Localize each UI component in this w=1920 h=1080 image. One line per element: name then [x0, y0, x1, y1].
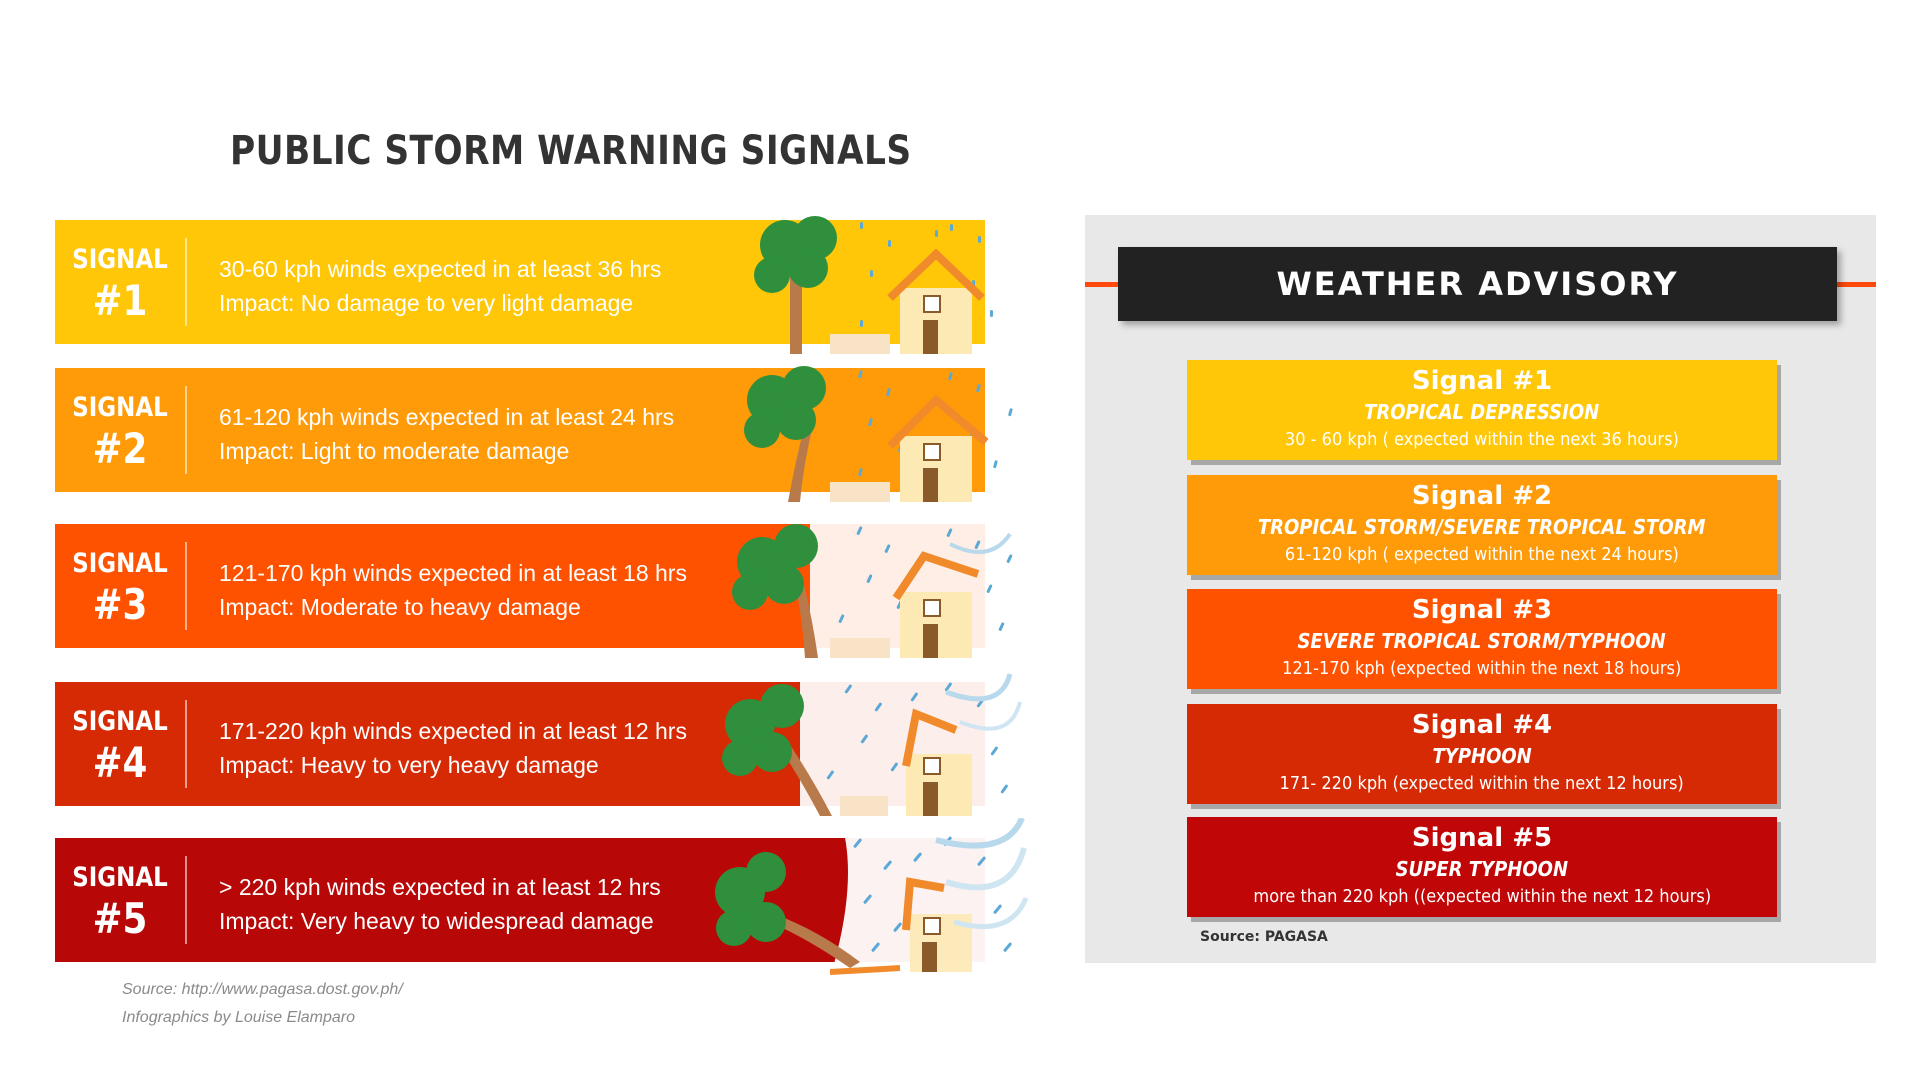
wind-speed-text: 30-60 kph winds expected in at least 36 hrs [219, 256, 662, 282]
divider [185, 542, 187, 630]
signal-label [55, 368, 185, 492]
advisory-card-5 [1187, 817, 1777, 917]
advisory-card-3 [1187, 589, 1777, 689]
card-category: TROPICAL STORM/SEVERE TROPICAL STORM [1258, 515, 1706, 539]
signal-word: SIGNAL [72, 862, 168, 893]
signal-description [219, 556, 779, 624]
impact-text: Impact: Heavy to very heavy damage [219, 752, 599, 778]
page-title: PUBLIC STORM WARNING SIGNALS [230, 128, 912, 174]
storm-house-illustration [710, 348, 1030, 508]
card-detail: 30 - 60 kph ( expected within the next 36 hours) [1285, 429, 1679, 450]
advisory-header [1118, 247, 1837, 321]
impact-text: Impact: No damage to very light damage [219, 290, 634, 316]
card-category: SUPER TYPHOON [1395, 857, 1569, 881]
signal-word: SIGNAL [72, 706, 168, 737]
card-signal-label: Signal #4 [1411, 710, 1553, 740]
impact-text: Impact: Very heavy to widespread damage [219, 908, 654, 934]
signal-label [55, 838, 185, 962]
divider [185, 700, 187, 788]
storm-house-illustration [710, 504, 1030, 664]
divider [185, 386, 187, 474]
signal-band-1 [55, 220, 1045, 344]
wind-speed-text: > 220 kph winds expected in at least 12 hrs [219, 874, 661, 900]
signal-number: #1 [92, 276, 148, 325]
card-detail: 171- 220 kph (expected within the next 12 hours) [1279, 773, 1685, 794]
signal-band-4 [55, 682, 1045, 806]
wind-speed-text: 121-170 kph winds expected in at least 18 hrs [219, 560, 687, 586]
signal-label [55, 220, 185, 344]
divider [185, 238, 187, 326]
storm-house-illustration [710, 662, 1030, 822]
card-signal-label: Signal #3 [1411, 595, 1553, 625]
card-detail: 61-120 kph ( expected within the next 24 hours) [1285, 544, 1679, 565]
signal-description [219, 252, 779, 320]
storm-house-illustration [710, 818, 1030, 978]
author-text: Infographics by Louise Elamparo [122, 1009, 356, 1026]
advisory-card-1 [1187, 360, 1777, 460]
credits [122, 976, 403, 1032]
card-detail: 121-170 kph (expected within the next 18 hours) [1282, 658, 1682, 679]
signal-label [55, 682, 185, 806]
signal-number: #2 [92, 424, 148, 473]
card-signal-label: Signal #1 [1411, 366, 1553, 396]
advisory-title: WEATHER ADVISORY [1276, 265, 1679, 303]
signal-description [219, 870, 779, 938]
card-category: TROPICAL DEPRESSION [1364, 400, 1600, 424]
card-category: TYPHOON [1432, 744, 1532, 768]
card-signal-label: Signal #5 [1411, 823, 1553, 853]
card-category: SEVERE TROPICAL STORM/TYPHOON [1297, 629, 1667, 653]
signal-label [55, 524, 185, 648]
card-detail: more than 220 kph ((expected within the next 12 hours) [1253, 886, 1711, 907]
weather-advisory-panel [1085, 215, 1876, 963]
wind-speed-text: 61-120 kph winds expected in at least 24 hrs [219, 404, 675, 430]
signal-number: #3 [92, 580, 148, 629]
advisory-card-4 [1187, 704, 1777, 804]
signal-word: SIGNAL [72, 392, 168, 423]
impact-text: Impact: Moderate to heavy damage [219, 594, 581, 620]
card-signal-label: Signal #2 [1411, 481, 1553, 511]
wind-speed-text: 171-220 kph winds expected in at least 12 hrs [219, 718, 687, 744]
signal-word: SIGNAL [72, 244, 168, 275]
source-text: Source: http://www.pagasa.dost.gov.ph/ [122, 981, 403, 998]
signal-band-2 [55, 368, 1045, 492]
impact-text: Impact: Light to moderate damage [219, 438, 570, 464]
advisory-card-2 [1187, 475, 1777, 575]
advisory-source: Source: PAGASA [1200, 929, 1328, 945]
signal-word: SIGNAL [72, 548, 168, 579]
signal-description [219, 400, 779, 468]
divider [185, 856, 187, 944]
signal-band-3 [55, 524, 1045, 648]
signal-number: #5 [92, 894, 148, 943]
signal-description [219, 714, 779, 782]
signal-band-5 [55, 838, 1045, 962]
storm-house-illustration [710, 200, 1030, 360]
signal-number: #4 [92, 738, 148, 787]
